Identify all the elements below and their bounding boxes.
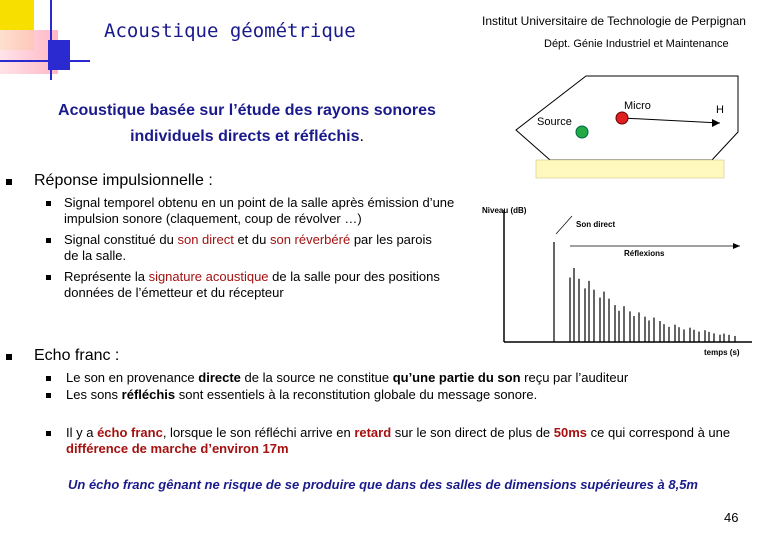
- subtitle-dot: .: [359, 128, 364, 145]
- room-diagram: [512, 74, 756, 181]
- section2-item1: [66, 370, 756, 386]
- item3-part: de la salle pour des positions données de l’émetteur et du récepteur: [64, 269, 440, 300]
- page-title: Acoustique géométrique: [104, 20, 356, 42]
- item2-reverb: son réverbéré: [269, 232, 351, 247]
- department-name: Dépt. Génie Industriel et Maintenance: [544, 38, 729, 50]
- corner-decoration-hline: [0, 60, 90, 62]
- s2i3-part: sur le son direct de plus de: [391, 425, 554, 440]
- s2i1-part: Le son en provenance: [66, 370, 199, 385]
- h-label: H: [716, 104, 724, 116]
- corner-decoration-vline: [50, 0, 52, 80]
- institute-name: Institut Universitaire de Technologie de Perpignan: [482, 14, 746, 28]
- audience-area: [536, 160, 724, 178]
- s2i3-part: Il y a: [66, 425, 98, 440]
- graph-ylabel: Niveau (dB): [482, 206, 527, 215]
- bullet-icon: [46, 393, 51, 398]
- section1-item2: [64, 232, 444, 264]
- section2-item3: [66, 425, 758, 457]
- section1-item1: Signal temporel obtenu en un point de la salle après émission d’une impulsion sonore (claquement, coup de révolver …): [64, 195, 455, 226]
- s2i3-50ms: 50ms: [553, 425, 588, 440]
- subtitle: [22, 98, 472, 150]
- graph-direct-label: Son direct: [576, 220, 616, 229]
- graph-xlabel: temps (s): [704, 348, 740, 357]
- s2i2-part: Les sons: [66, 387, 122, 402]
- s2i1-part: reçu par l’auditeur: [520, 370, 629, 385]
- bullet-icon: [46, 275, 51, 280]
- item2-part: et du: [233, 232, 270, 247]
- item3-part: Représente la: [64, 269, 149, 284]
- subtitle-line1: Acoustique basée sur l’étude des rayons sonores: [58, 102, 436, 119]
- section2-heading: Echo franc :: [34, 347, 120, 364]
- bullet-icon: [46, 431, 51, 436]
- bullet-icon: [46, 201, 51, 206]
- bullet-icon: [6, 354, 12, 360]
- graph-reflections-label: Réflexions: [624, 249, 665, 258]
- note-text: Un écho franc gênant ne risque de se produire que dans des salles de dimensions supérieures à 8,5m: [68, 477, 698, 492]
- bullet-icon: [6, 179, 12, 185]
- reflections-arrow: [733, 243, 740, 249]
- item2-part: par les parois de la salle.: [64, 232, 432, 263]
- s2i1-directe: directe: [198, 370, 241, 385]
- direct-path-arrow: [712, 119, 720, 127]
- s2i1-partie: qu’une partie du son: [392, 370, 521, 385]
- source-label: Source: [537, 116, 572, 128]
- s2i3-echo: écho franc: [97, 425, 163, 440]
- subtitle-line2-text: individuels directs et réfléchis: [130, 128, 360, 145]
- subtitle-line2: [22, 124, 472, 150]
- section2-item2: [66, 387, 756, 403]
- section1-item3: [64, 269, 444, 301]
- s2i3-part: , lorsque le son réfléchi arrive en: [162, 425, 355, 440]
- direct-path-line: [622, 118, 720, 123]
- impulse-response-svg: [478, 194, 760, 360]
- source-dot: [576, 126, 588, 138]
- bullet-icon: [46, 376, 51, 381]
- direct-pointer: [556, 216, 572, 234]
- item3-signature: signature acoustique: [148, 269, 269, 284]
- impulse-response-graph: [478, 194, 760, 360]
- micro-label: Micro: [624, 100, 651, 112]
- page-number: 46: [724, 510, 739, 525]
- s2i1-part: de la source ne constitue: [240, 370, 393, 385]
- s2i3-part: ce qui correspond à une: [587, 425, 731, 440]
- item2-direct: son direct: [177, 232, 234, 247]
- s2i3-difference: différence de marche d’environ 17m: [66, 441, 289, 456]
- micro-dot: [616, 112, 628, 124]
- s2i2-reflechis: réfléchis: [121, 387, 176, 402]
- bullet-icon: [46, 238, 51, 243]
- section1-heading: Réponse impulsionnelle :: [34, 172, 213, 189]
- s2i3-retard: retard: [354, 425, 392, 440]
- item2-part: Signal constitué du: [64, 232, 178, 247]
- s2i2-part: sont essentiels à la reconstitution globale du message sonore.: [175, 387, 538, 402]
